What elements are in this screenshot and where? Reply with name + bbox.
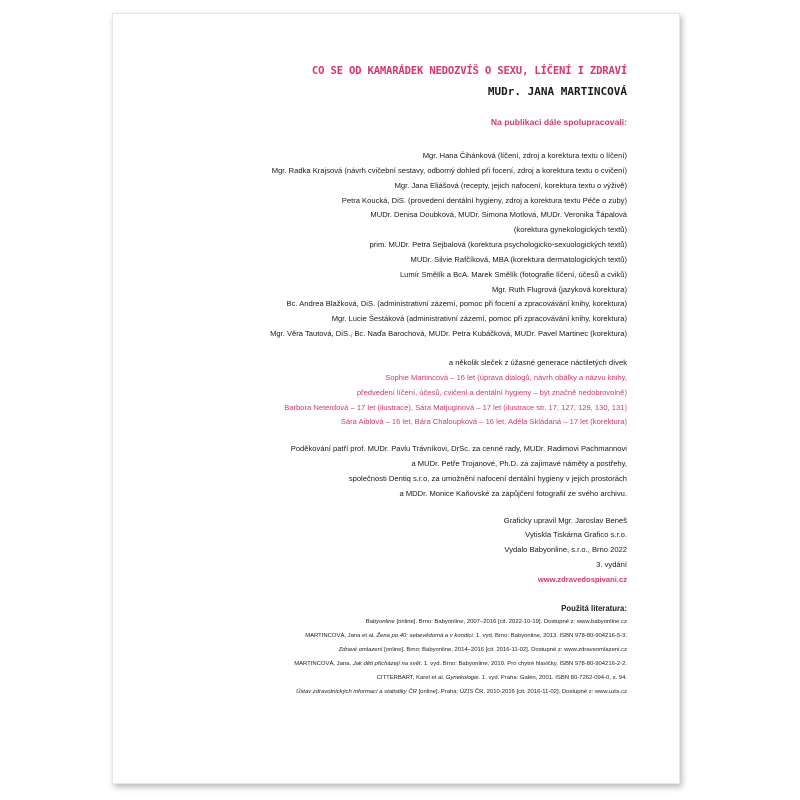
thanks-line: Poděkování patří prof. MUDr. Pavlu Trávníkovi, DrSc. za cenné rady, MUDr. Radimovi Pachmannovi <box>290 444 627 454</box>
collaborator-line: MUDr. Denisa Doubková, MUDr. Simona Motlová, MUDr. Veronika Ťápalová <box>370 210 627 220</box>
book-title: CO SE OD KAMARÁDEK NEDOZVÍŠ O SEXU, LÍČENÍ I ZDRAVÍ <box>311 65 627 77</box>
website-link[interactable]: www.zdravedospivani.cz <box>537 574 627 584</box>
collaborator-line: Mgr. Lucie Šestáková (administrativní zázemí, pomoc při zpracovávání knihy, korektura) <box>331 314 627 324</box>
document-page <box>112 13 680 784</box>
collaborators-list <box>157 149 627 342</box>
literature-ref: MARTINCOVÁ, Jana et al. Žena po 40: sebevědomá a v kondici. 1. vyd. Brno: Babyonline, 2013. ISBN 978-80-904216-5-3. <box>305 632 627 639</box>
girls-section <box>157 356 627 430</box>
publishing-info <box>157 514 627 588</box>
collaborators-heading: Na publikaci dále spolupracovali: <box>490 117 627 127</box>
girls-line: Barbora Neterdová – 17 let (ilustrace), Sára Matjuginová – 17 let (ilustrace str. 17, 127, 129, 130, 131) <box>284 402 627 412</box>
graphic-design-line: Graficky upravil Mgr. Jaroslav Beneš <box>503 515 627 525</box>
literature-ref: Ústav zdravotnických informací a statistiky ČR [online]. Praha: ÚZIS ČR, 2010-2016 [cit. 2016-11-02]. Dostupné z: www.uzis.cz <box>296 689 627 696</box>
literature-ref: Zdravé omlazení [online]. Brno: Babyonline, 2014–2016 [cit. 2016-11-02]. Dostupné z: www.zdraveomlazeni.cz <box>338 646 627 653</box>
collaborator-line: Mgr. Jana Eliášová (recepty, jejich nafocení, korektura textu o výživě) <box>394 180 627 190</box>
edition-line: 3. vydání <box>596 560 627 570</box>
collaborator-line: Bc. Andrea Blažková, DiS. (administrativní zázemí, pomoc při focení a zpracovávání knihy, korektura) <box>286 299 627 309</box>
collaborator-line: Mgr. Radka Krajsová (návrh cvičební sestavy, odborný dohled při focení, zdroj a korektura textu o cvičení) <box>271 165 627 175</box>
literature-heading: Použitá literatura: <box>561 603 627 613</box>
literature-ref: MARTINCOVÁ, Jana. Jak děti přicházejí na svět. 1. vyd. Brno: Babyonline, 2010. Pro chytré hlavičky. ISBN 978-80-904216-2-2. <box>294 661 627 668</box>
printer-line: Vytiskla Tiskárna Grafico s.r.o. <box>525 530 627 540</box>
girls-line: Sophie Martincová – 16 let (úprava dialogů, návrh obálky a názvu knihy, <box>385 372 627 382</box>
literature-ref: Babyonline [online]. Brno: Babyonline, 2007–2016 [cit. 2022-10-19]. Dostupné z: www.babyonline.cz <box>365 618 627 625</box>
literature-list <box>157 615 627 700</box>
collaborator-line: MUDr. Silvie Rafčíková, MBA (korektura dermatologických textů) <box>410 254 627 264</box>
publisher-line: Vydalo Babyonline, s.r.o., Brno 2022 <box>504 545 627 555</box>
collaborator-line: Mgr. Hana Čihánková (líčení, zdroj a korektura textu o líčení) <box>422 151 627 160</box>
collaborator-line: Lumír Smělík a BcA. Marek Smělík (fotografie líčení, účesů a cviků) <box>399 269 627 279</box>
collaborator-line: (korektura gynekologických textů) <box>513 225 627 235</box>
thanks-line: a MUDr. Petře Trojanové, Ph.D. za zajímavé náměty a postřehy, <box>411 459 627 469</box>
literature-ref: CITTERBART, Karel et al. Gynekologie. 1. vyd. Praha: Galén, 2001. ISBN 80-7262-094-0, s. 94. <box>376 675 627 682</box>
collaborator-line: Mgr. Ruth Flugrová (jazyková korektura) <box>491 284 627 294</box>
thanks-line: společnosti Dentiq s.r.o. za umožnění nafocení dentální hygieny v jejich prostorách <box>348 473 627 483</box>
collaborator-line: prim. MUDr. Petra Sejbalová (korektura psychologicko-sexuologických textů) <box>369 240 627 250</box>
collaborator-line: Petra Koucká, DiS. (provedení dentální hygieny, zdroj a korektura textu Péče o zuby) <box>341 195 627 205</box>
girls-line: Sára Aiblová – 16 let, Bára Chaloupková – 16 let, Adéla Skládaná – 17 let (korektura) <box>340 417 627 427</box>
girls-intro: a několik sleček z úžasné generace náctiletých dívek <box>448 357 627 367</box>
collaborator-line: Mgr. Věra Tautová, DiS., Bc. Naďa Barochová, MUDr. Petra Kubáčková, MUDr. Pavel Martinec (korektura) <box>270 329 627 339</box>
thanks-line: a MDDr. Monice Kaňovské za zapůjčení fotografií ze svého archivu. <box>399 488 627 498</box>
thanks-section <box>157 442 627 501</box>
colophon-column <box>157 64 627 699</box>
author-name: MUDr. JANA MARTINCOVÁ <box>487 85 627 98</box>
girls-line: předvedení líčení, účesů, cvičení a dentální hygieny – být značně nedobrovolně) <box>356 387 627 397</box>
